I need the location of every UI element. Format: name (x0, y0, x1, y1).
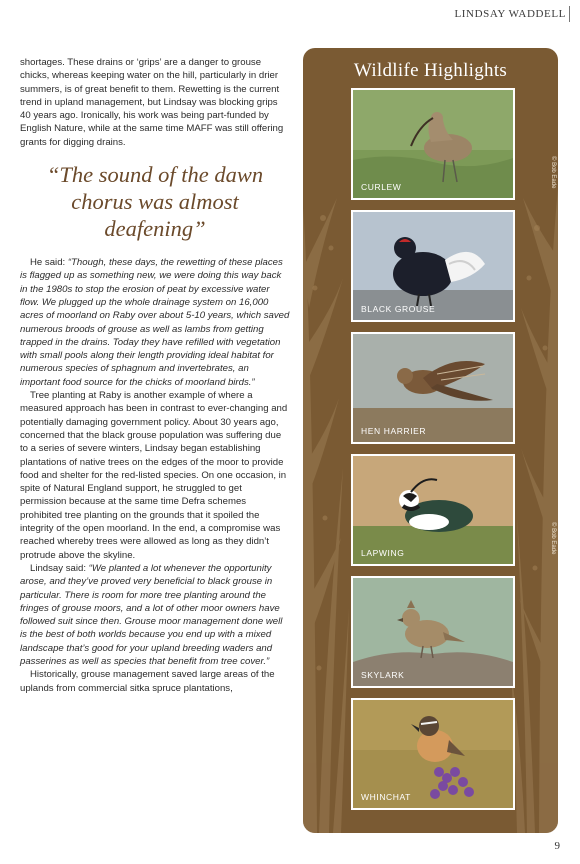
hen-harrier-photo (351, 332, 515, 444)
header-divider (569, 6, 570, 22)
pull-quote: “The sound of the dawn chorus was almost deafening” (46, 162, 264, 242)
running-header: LINDSAY WADDELL (454, 8, 566, 20)
article-paragraph-3: Tree planting at Raby is another example of where a measured approach has been in contrast to ever-changing and potentially damaging government policy. About 30 years ago, concerned that the black grouse population was suffering due to a series of severe winters, Lindsay began establishing plantations of native trees on the edges of the moor to provide food and shelter for the red-listed species. On one occasion, in spite of Natural England support, he struggled to get permission because at the same time Defra schemes prohibited tree planting on the grounds that it spoiled the integrity of the open moorland. In the end, a compromise was reached whereby trees were allowed as long as they didn’t protrude above the skyline. (20, 390, 288, 561)
panel-title: Wildlife Highlights (353, 60, 508, 81)
article-paragraph-5: Historically, grouse management saved large areas of the uplands from commercial sitka spruce plantations, (20, 669, 275, 694)
skylark-photo (351, 576, 515, 688)
article-column (20, 56, 290, 695)
black-grouse-photo (351, 210, 515, 322)
curlew-photo (351, 88, 515, 200)
quote-intro: He said: (30, 257, 68, 269)
article-paragraph-4 (20, 562, 290, 668)
quote-intro: Lindsay said: (30, 562, 89, 574)
quote-text: “We planted a lot whenever the opportunity arose, and they’ve proved very beneficial to black grouse in particular. There is room for more tree planting around the fringes of grouse moors, and a lot of other moor owners have followed suit since then. Grouse moor management done well is the best of both worlds because you end up with a mixed landscape that’s good for your upland breeding waders and passerines as well as species that benefit from tree cover.” (20, 562, 283, 667)
article-paragraph-2 (20, 256, 290, 389)
bird-label-black-grouse: BLACK GROUSE (361, 304, 436, 314)
bird-label-skylark: SKYLARK (361, 670, 405, 680)
wildlife-highlights-panel (303, 48, 558, 833)
photo-credit: © Bob Eade (550, 156, 556, 189)
article-paragraph-1: shortages. These drains or ‘grips’ are a danger to grouse chicks, whereas keeping water on the hill, particularly in drier summers, is of great benefit to them. Rewetting is the current trend in upland management, but Lindsay was blocking grips 40 years ago. Ironically, his work was being part-funded by English Nature, while at the same time MAFF was still offering grants for digging drains. (20, 57, 284, 148)
photo-credit: © Bob Eade (550, 522, 556, 555)
bird-label-lapwing: LAPWING (361, 548, 405, 558)
whinchat-photo (351, 698, 515, 810)
bird-label-curlew: CURLEW (361, 182, 402, 192)
lapwing-photo (351, 454, 515, 566)
bird-label-hen-harrier: HEN HARRIER (361, 426, 427, 436)
bird-label-whinchat: WHINCHAT (361, 792, 411, 802)
quote-text: “Though, these days, the rewetting of these places is flagged up as something new, we were doing this way back in the 1980s to stop the erosion of peat by excessive water flow. We plugged up the whole drainage system on 16,000 acres of moorland on Raby over about 5-10 years, which saved numerous broods of grouse as well as lambs from getting trapped in the drains. Today they have refilled with vegetation with small pools along their length providing ideal habitat for numerous species of sphagnum and invertebrates, an important food source for the chicks of moorland birds.” (20, 257, 290, 388)
page-number: 9 (554, 840, 560, 852)
